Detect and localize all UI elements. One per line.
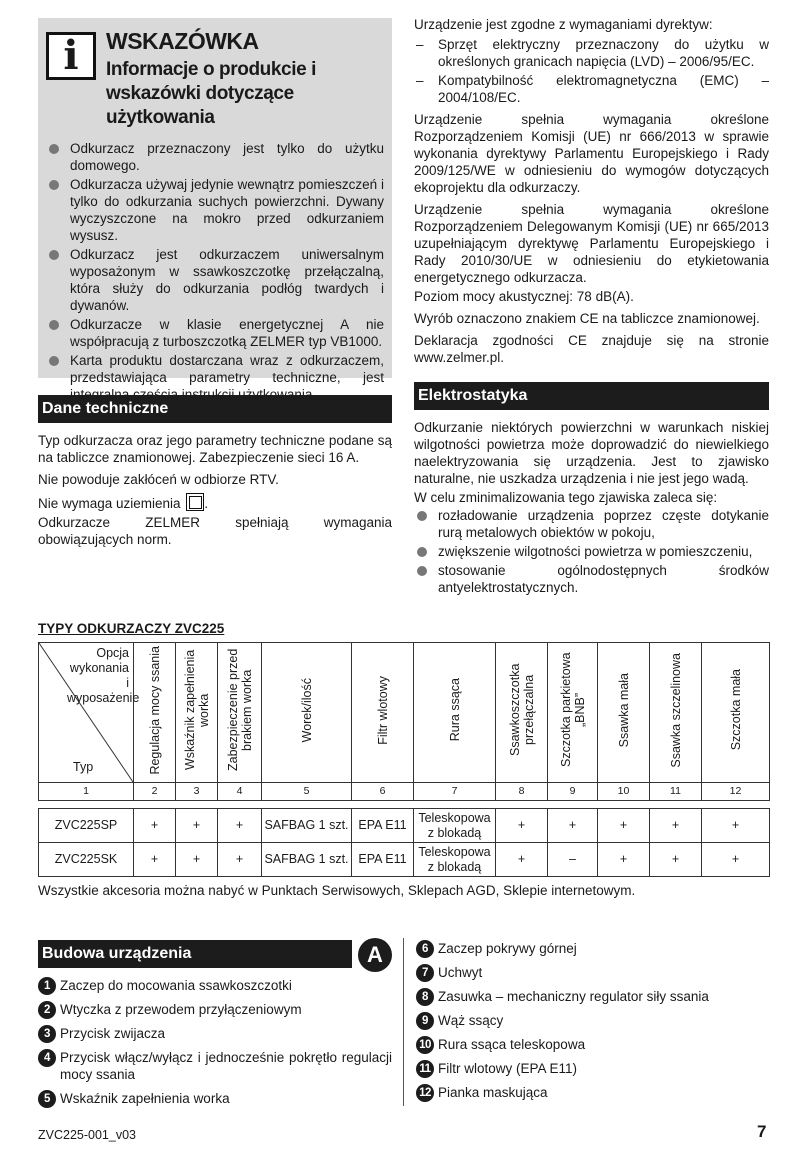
table-cell: + bbox=[598, 843, 650, 877]
spacer-row bbox=[39, 801, 770, 809]
list-item: Odkurzacze w klasie energetycznej A nie współpracują z turboszczotką ZELMER typ VB1000. bbox=[46, 316, 384, 350]
column-header: Rura ssąca bbox=[414, 643, 496, 783]
table-row bbox=[39, 809, 770, 843]
column-number: 7 bbox=[414, 783, 496, 801]
column-number: 8 bbox=[496, 783, 548, 801]
column-number: 12 bbox=[702, 783, 770, 801]
tech-paragraph: Nie powoduje zakłóceń w odbiorze RTV. bbox=[38, 472, 279, 487]
list-item: 6 Zaczep pokrywy górnej bbox=[416, 940, 769, 957]
number-badge: 10 bbox=[416, 1036, 434, 1054]
column-header: Wskaźnik zapełnienia worka bbox=[176, 643, 218, 783]
table-cell: + bbox=[176, 809, 218, 843]
list-item: 3 Przycisk zwijacza bbox=[38, 1025, 392, 1042]
column-header: Ssawkoszczotka przełączalna bbox=[496, 643, 548, 783]
table-cell: + bbox=[134, 809, 176, 843]
list-item: Odkurzacz przeznaczony jest tylko do użytku domowego. bbox=[46, 140, 384, 174]
table-cell: + bbox=[702, 843, 770, 877]
double-insulation-icon bbox=[186, 493, 204, 511]
column-header: Zabezpieczenie przed brakiem worka bbox=[218, 643, 262, 783]
corner-bottom-label: Typ bbox=[73, 760, 94, 774]
list-item: – Sprzęt elektryczny przeznaczony do użytku w określonych granicach napięcia (LVD) – 2006/95/EC. bbox=[414, 36, 769, 70]
table-cell: + bbox=[650, 843, 702, 877]
electro-paragraph: Odkurzanie niektórych powierzchni w warunkach niskiej wilgotności powietrza może doprowadzić do niewielkiego naelektryzowania się urządzenia. Jest to zjawisko naturalne, nie uszkadza urządzenia i nie jest jego wadą. bbox=[414, 420, 769, 486]
column-number: 11 bbox=[650, 783, 702, 801]
tech-grounding-line bbox=[38, 493, 392, 512]
column-number-row bbox=[39, 783, 770, 801]
column-number: 5 bbox=[262, 783, 352, 801]
column-header: Regulacja mocy ssania bbox=[134, 643, 176, 783]
table-cell: + bbox=[702, 809, 770, 843]
table-cell: + bbox=[548, 809, 598, 843]
table-cell: + bbox=[218, 809, 262, 843]
figure-badge-a: A bbox=[358, 938, 392, 972]
construction-heading: Budowa urządzenia bbox=[38, 940, 352, 968]
number-badge: 11 bbox=[416, 1060, 434, 1078]
number-badge: 4 bbox=[38, 1049, 56, 1067]
note-bullet-list bbox=[46, 140, 384, 403]
list-item: 4 Przycisk włącz/wyłącz i jednocześnie pokrętło regulacji mocy ssania bbox=[38, 1049, 392, 1083]
table-cell: + bbox=[496, 843, 548, 877]
number-badge: 8 bbox=[416, 988, 434, 1006]
table-header-row bbox=[39, 643, 770, 783]
column-number: 6 bbox=[352, 783, 414, 801]
column-number: 3 bbox=[176, 783, 218, 801]
construction-list-right bbox=[416, 940, 769, 1101]
table-cell: + bbox=[218, 843, 262, 877]
table-cell: + bbox=[598, 809, 650, 843]
table-cell: + bbox=[496, 809, 548, 843]
info-icon: i bbox=[46, 32, 96, 80]
table-cell: EPA E11 bbox=[352, 843, 414, 877]
list-item: 12 Pianka maskująca bbox=[416, 1084, 769, 1101]
column-header: Ssawka szczelinowa bbox=[650, 643, 702, 783]
list-item: 8 Zasuwka – mechaniczny regulator siły ssania bbox=[416, 988, 769, 1005]
column-header: Szczotka parkietowa „BNB” bbox=[548, 643, 598, 783]
column-header: Szczotka mała bbox=[702, 643, 770, 783]
number-badge: 5 bbox=[38, 1090, 56, 1108]
column-header: Worek/ilość bbox=[262, 643, 352, 783]
table-cell: + bbox=[176, 843, 218, 877]
list-item: 11 Filtr wlotowy (EPA E11) bbox=[416, 1060, 769, 1077]
construction-list-left bbox=[38, 977, 392, 1107]
types-table-title: TYPY ODKURZACZY ZVC225 bbox=[38, 621, 225, 636]
table-cell: + bbox=[134, 843, 176, 877]
table-cell: EPA E11 bbox=[352, 809, 414, 843]
tech-text: . bbox=[204, 496, 209, 511]
column-number: 4 bbox=[218, 783, 262, 801]
compliance-paragraph: Deklaracja zgodności CE znajduje się na stronie www.zelmer.pl. bbox=[414, 333, 769, 365]
types-table bbox=[38, 642, 770, 877]
number-badge: 2 bbox=[38, 1001, 56, 1019]
electro-heading: Elektrostatyka bbox=[414, 382, 769, 410]
corner-top-label: Opcja wykonania i wyposażenie bbox=[67, 646, 140, 705]
electro-paragraph: W celu zminimalizowania tego zjawiska zaleca się: bbox=[414, 490, 718, 505]
compliance-paragraph: Urządzenie spełnia wymagania określone Rozporządzeniem Komisji (UE) nr 666/2013 w sprawie wykonania dyrektywy Parlamentu Europejskiego i Rady 2009/125/WE w odniesieniu do wymogów dotyczących ekoprojektu dla odkurzaczy. bbox=[414, 112, 769, 195]
construction-section bbox=[38, 940, 392, 1114]
list-item: 10 Rura ssąca teleskopowa bbox=[416, 1036, 769, 1053]
number-badge: 7 bbox=[416, 964, 434, 982]
table-cell: ZVC225SP bbox=[39, 809, 134, 843]
tech-paragraph: Typ odkurzacza oraz jego parametry techniczne podane są na tabliczce znamionowej. Zabezpieczenie sieci 16 A. bbox=[38, 433, 392, 465]
list-item: 2 Wtyczka z przewodem przyłączeniowym bbox=[38, 1001, 392, 1018]
column-number: 10 bbox=[598, 783, 650, 801]
document-code: ZVC225-001_v03 bbox=[38, 1128, 136, 1142]
right-column bbox=[414, 18, 769, 598]
column-header: Ssawka mała bbox=[598, 643, 650, 783]
spacer-cell bbox=[39, 801, 770, 809]
column-number: 1 bbox=[39, 783, 134, 801]
tech-heading: Dane techniczne bbox=[38, 395, 392, 423]
list-item: – Kompatybilność elektromagnetyczna (EMC) – 2004/108/EC. bbox=[414, 72, 769, 106]
note-heading-block bbox=[106, 28, 384, 130]
list-item: 5 Wskaźnik zapełnienia worka bbox=[38, 1090, 392, 1107]
compliance-list bbox=[414, 36, 769, 106]
electro-bullet-list bbox=[414, 507, 769, 596]
table-row bbox=[39, 843, 770, 877]
compliance-paragraph: Urządzenie spełnia wymagania określone Rozporządzeniem Delegowanym Komisji (UE) nr 665/2013 uzupełniającym dyrektywę Parlamentu Europejskiego i Rady 2010/30/UE w odniesieniu do etykietowania energetycznego odkurzacza. bbox=[414, 202, 769, 285]
table-cell: SAFBAG 1 szt. bbox=[262, 809, 352, 843]
column-number: 9 bbox=[548, 783, 598, 801]
table-cell: + bbox=[650, 809, 702, 843]
list-item: Odkurzacz jest odkurzaczem uniwersalnym wyposażonym w ssawkoszczotkę przełączalną, która służy do odkurzania podłóg twardych i dywanów. bbox=[46, 246, 384, 314]
number-badge: 1 bbox=[38, 977, 56, 995]
number-badge: 9 bbox=[416, 1012, 434, 1030]
list-item: stosowanie ogólnodostępnych środków antyelektrostatycznych. bbox=[414, 562, 769, 596]
corner-cell bbox=[39, 643, 140, 783]
compliance-intro: Urządzenie jest zgodne z wymaganiami dyrektyw: bbox=[414, 17, 713, 32]
list-item: rozładowanie urządzenia poprzez częste dotykanie rurą metalowych obiektów w pokoju, bbox=[414, 507, 769, 541]
number-badge: 6 bbox=[416, 940, 434, 958]
column-number: 2 bbox=[134, 783, 176, 801]
table-cell: Teleskopowa z blokadą bbox=[414, 809, 496, 843]
note-subtitle: Informacje o produkcie i wskazówki dotyczące użytkowania bbox=[106, 59, 317, 128]
list-item: Odkurzacza używaj jedynie wewnątrz pomieszczeń i tylko do odkurzania suchych powierzchni. Dywany wyczyszczone na mokro przed odkurzaniem wysusz. bbox=[46, 176, 384, 244]
number-badge: 12 bbox=[416, 1084, 434, 1102]
tech-text: Nie wymaga uziemienia bbox=[38, 496, 181, 511]
list-item: Karta produktu dostarczana wraz z odkurzaczem, przedstawiająca parametry techniczne, jest integralną częścią instrukcji użytkowania. bbox=[46, 352, 384, 403]
table-cell: – bbox=[548, 843, 598, 877]
note-box bbox=[38, 18, 392, 402]
table-cell: Teleskopowa z blokadą bbox=[414, 843, 496, 877]
list-item: zwiększenie wilgotności powietrza w pomieszczeniu, bbox=[414, 543, 769, 560]
page-number: 7 bbox=[757, 1122, 767, 1141]
compliance-paragraph: Poziom mocy akustycznej: 78 dB(A). bbox=[414, 289, 634, 304]
column-header: Filtr wlotowy bbox=[352, 643, 414, 783]
tech-paragraph: Odkurzacze ZELMER spełniają wymagania obowiązujących norm. bbox=[38, 515, 392, 547]
list-item: 9 Wąż ssący bbox=[416, 1012, 769, 1029]
compliance-paragraph: Wyrób oznaczono znakiem CE na tabliczce znamionowej. bbox=[414, 311, 760, 326]
left-column bbox=[38, 18, 392, 548]
note-title: WSKAZÓWKA bbox=[106, 28, 259, 54]
list-item: 1 Zaczep do mocowania ssawkoszczotki bbox=[38, 977, 392, 994]
construction-list-right-box bbox=[403, 938, 769, 1106]
list-item: 7 Uchwyt bbox=[416, 964, 769, 981]
number-badge: 3 bbox=[38, 1025, 56, 1043]
table-cell: ZVC225SK bbox=[39, 843, 134, 877]
table-footnote: Wszystkie akcesoria można nabyć w Punktach Serwisowych, Sklepach AGD, Sklepie internetowym. bbox=[38, 883, 636, 898]
table-cell: SAFBAG 1 szt. bbox=[262, 843, 352, 877]
note-header bbox=[46, 28, 384, 130]
